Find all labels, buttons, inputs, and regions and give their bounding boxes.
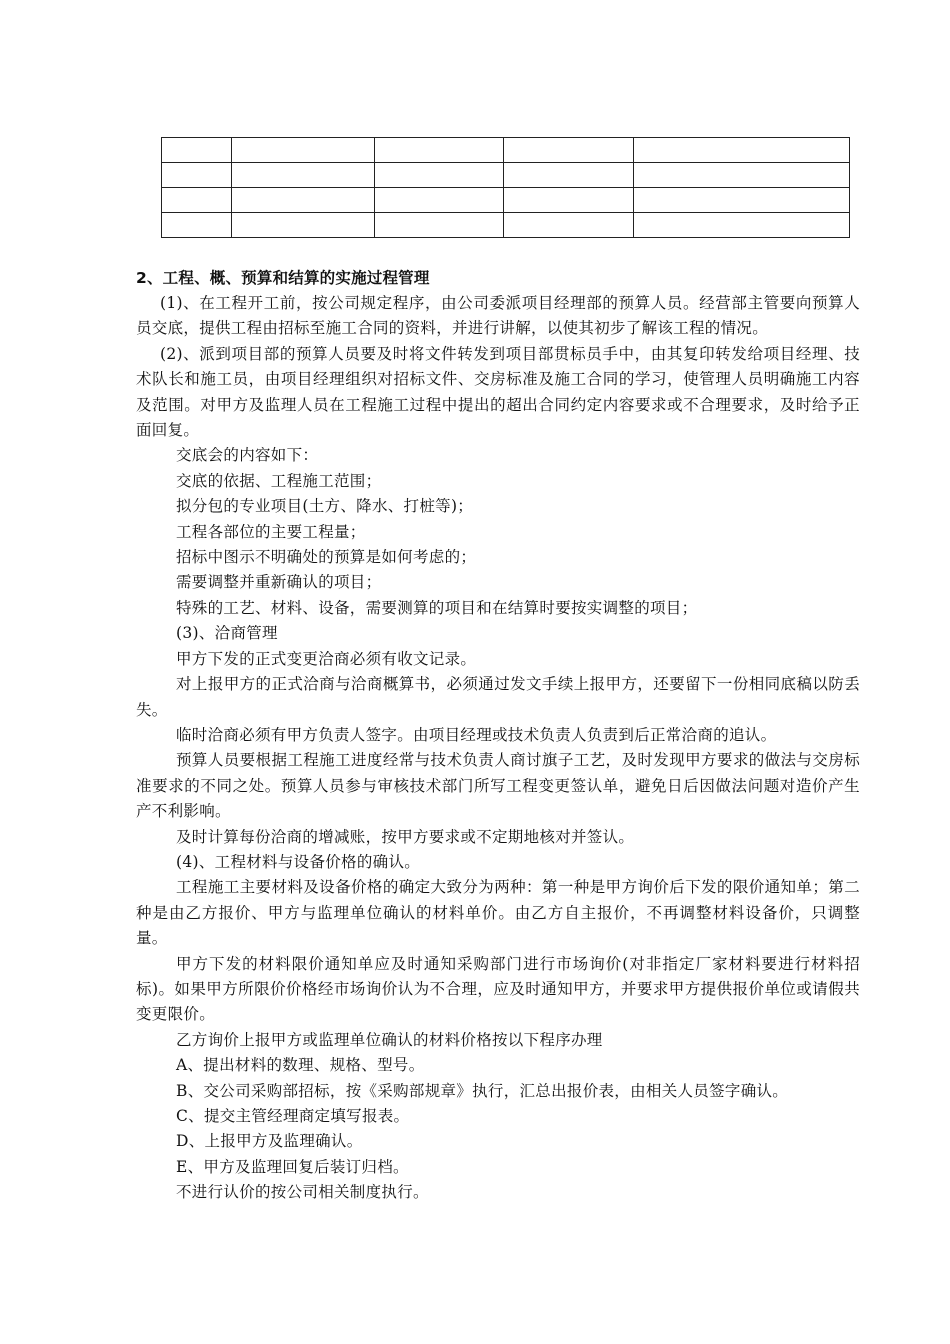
paragraph: (1)、在工程开工前，按公司规定程序，由公司委派项目经理部的预算人员。经营部主管要向预算人员交底，提供工程由招标至施工合同的资料，并进行讲解，以使其初步了解该工程的情况。 xyxy=(136,294,860,338)
paragraph: 甲方下发的材料限价通知单应及时通知采购部门进行市场询价(对非指定厂家材料要进行材料招标)。如果甲方所限价价格经市场询价认为不合理，应及时通知甲方，并要求甲方提供报价单位或请假共变更限价。 xyxy=(136,954,860,1024)
paragraph: A、提出材料的数理、规格、型号。 xyxy=(176,1056,425,1075)
paragraph: 甲方下发的正式变更洽商必须有收文记录。 xyxy=(176,649,477,668)
paragraph: B、交公司采购部招标，按《采购部规章》执行，汇总出报价表，由相关人员签字确认。 xyxy=(176,1081,789,1100)
document-body xyxy=(136,266,860,1206)
paragraph: D、上报甲方及监理确认。 xyxy=(176,1132,363,1151)
paragraph: 临时洽商必须有甲方负责人签字。由项目经理或技术负责人负责到后正常洽商的追认。 xyxy=(176,725,777,744)
paragraph: (4)、工程材料与设备价格的确认。 xyxy=(176,852,421,871)
paragraph: 工程施工主要材料及设备价格的确定大致分为两种：第一种是甲方询价后下发的限价通知单；第二种是由乙方报价、甲方与监理单位确认的材料单价。由乙方自主报价，不再调整材料设备价，只调整量。 xyxy=(136,878,860,948)
paragraph: 工程各部位的主要工程量； xyxy=(176,522,366,541)
paragraph: 特殊的工艺、材料、设备，需要测算的项目和在结算时要按实调整的项目； xyxy=(176,598,698,617)
paragraph: 对上报甲方的正式洽商与洽商概算书，必须通过发文手续上报甲方，还要留下一份相同底稿以防丢失。 xyxy=(136,675,860,719)
paragraph: 交底的依据、工程施工范围； xyxy=(176,471,382,490)
paragraph: 交底会的内容如下： xyxy=(176,446,319,465)
table-row xyxy=(162,138,850,163)
paragraph: 不进行认价的按公司相关制度执行。 xyxy=(176,1183,429,1202)
paragraph: E、甲方及监理回复后装订归档。 xyxy=(176,1157,409,1176)
empty-table xyxy=(161,137,850,238)
table-row xyxy=(162,188,850,213)
paragraph: C、提交主管经理商定填写报表。 xyxy=(176,1107,410,1125)
paragraph: 招标中图示不明确处的预算是如何考虑的； xyxy=(176,548,477,567)
paragraph: 拟分包的专业项目(土方、降水、打桩等)； xyxy=(176,497,474,516)
paragraph: 预算人员要根据工程施工进度经常与技术负责人商讨旗子工艺，及时发现甲方要求的做法与交房标准要求的不同之处。预算人员参与审核技术部门所写工程变更签认单，避免日后因做法问题对造价产生产不利影响。 xyxy=(136,751,860,821)
table-row xyxy=(162,213,850,238)
paragraph: 乙方询价上报甲方或监理单位确认的材料价格按以下程序办理 xyxy=(176,1030,603,1049)
paragraph: (2)、派到项目部的预算人员要及时将文件转发到项目部贯标员手中，由其复印转发给项目经理、技术队长和施工员，由项目经理组织对招标文件、交房标准及施工合同的学习，使管理人员明确施工内容及范围。对甲方及监理人员在工程施工过程中提出的超出合同约定内容要求或不合理要求，及时给予正面回复。 xyxy=(136,344,860,440)
section-heading: 2、工程、概、预算和结算的实施过程管理 xyxy=(136,269,430,287)
paragraph: (3)、洽商管理 xyxy=(176,624,278,643)
table-row xyxy=(162,163,850,188)
paragraph: 及时计算每份洽商的增减账，按甲方要求或不定期地核对并签认。 xyxy=(176,827,635,846)
paragraph: 需要调整并重新确认的项目； xyxy=(176,573,382,592)
